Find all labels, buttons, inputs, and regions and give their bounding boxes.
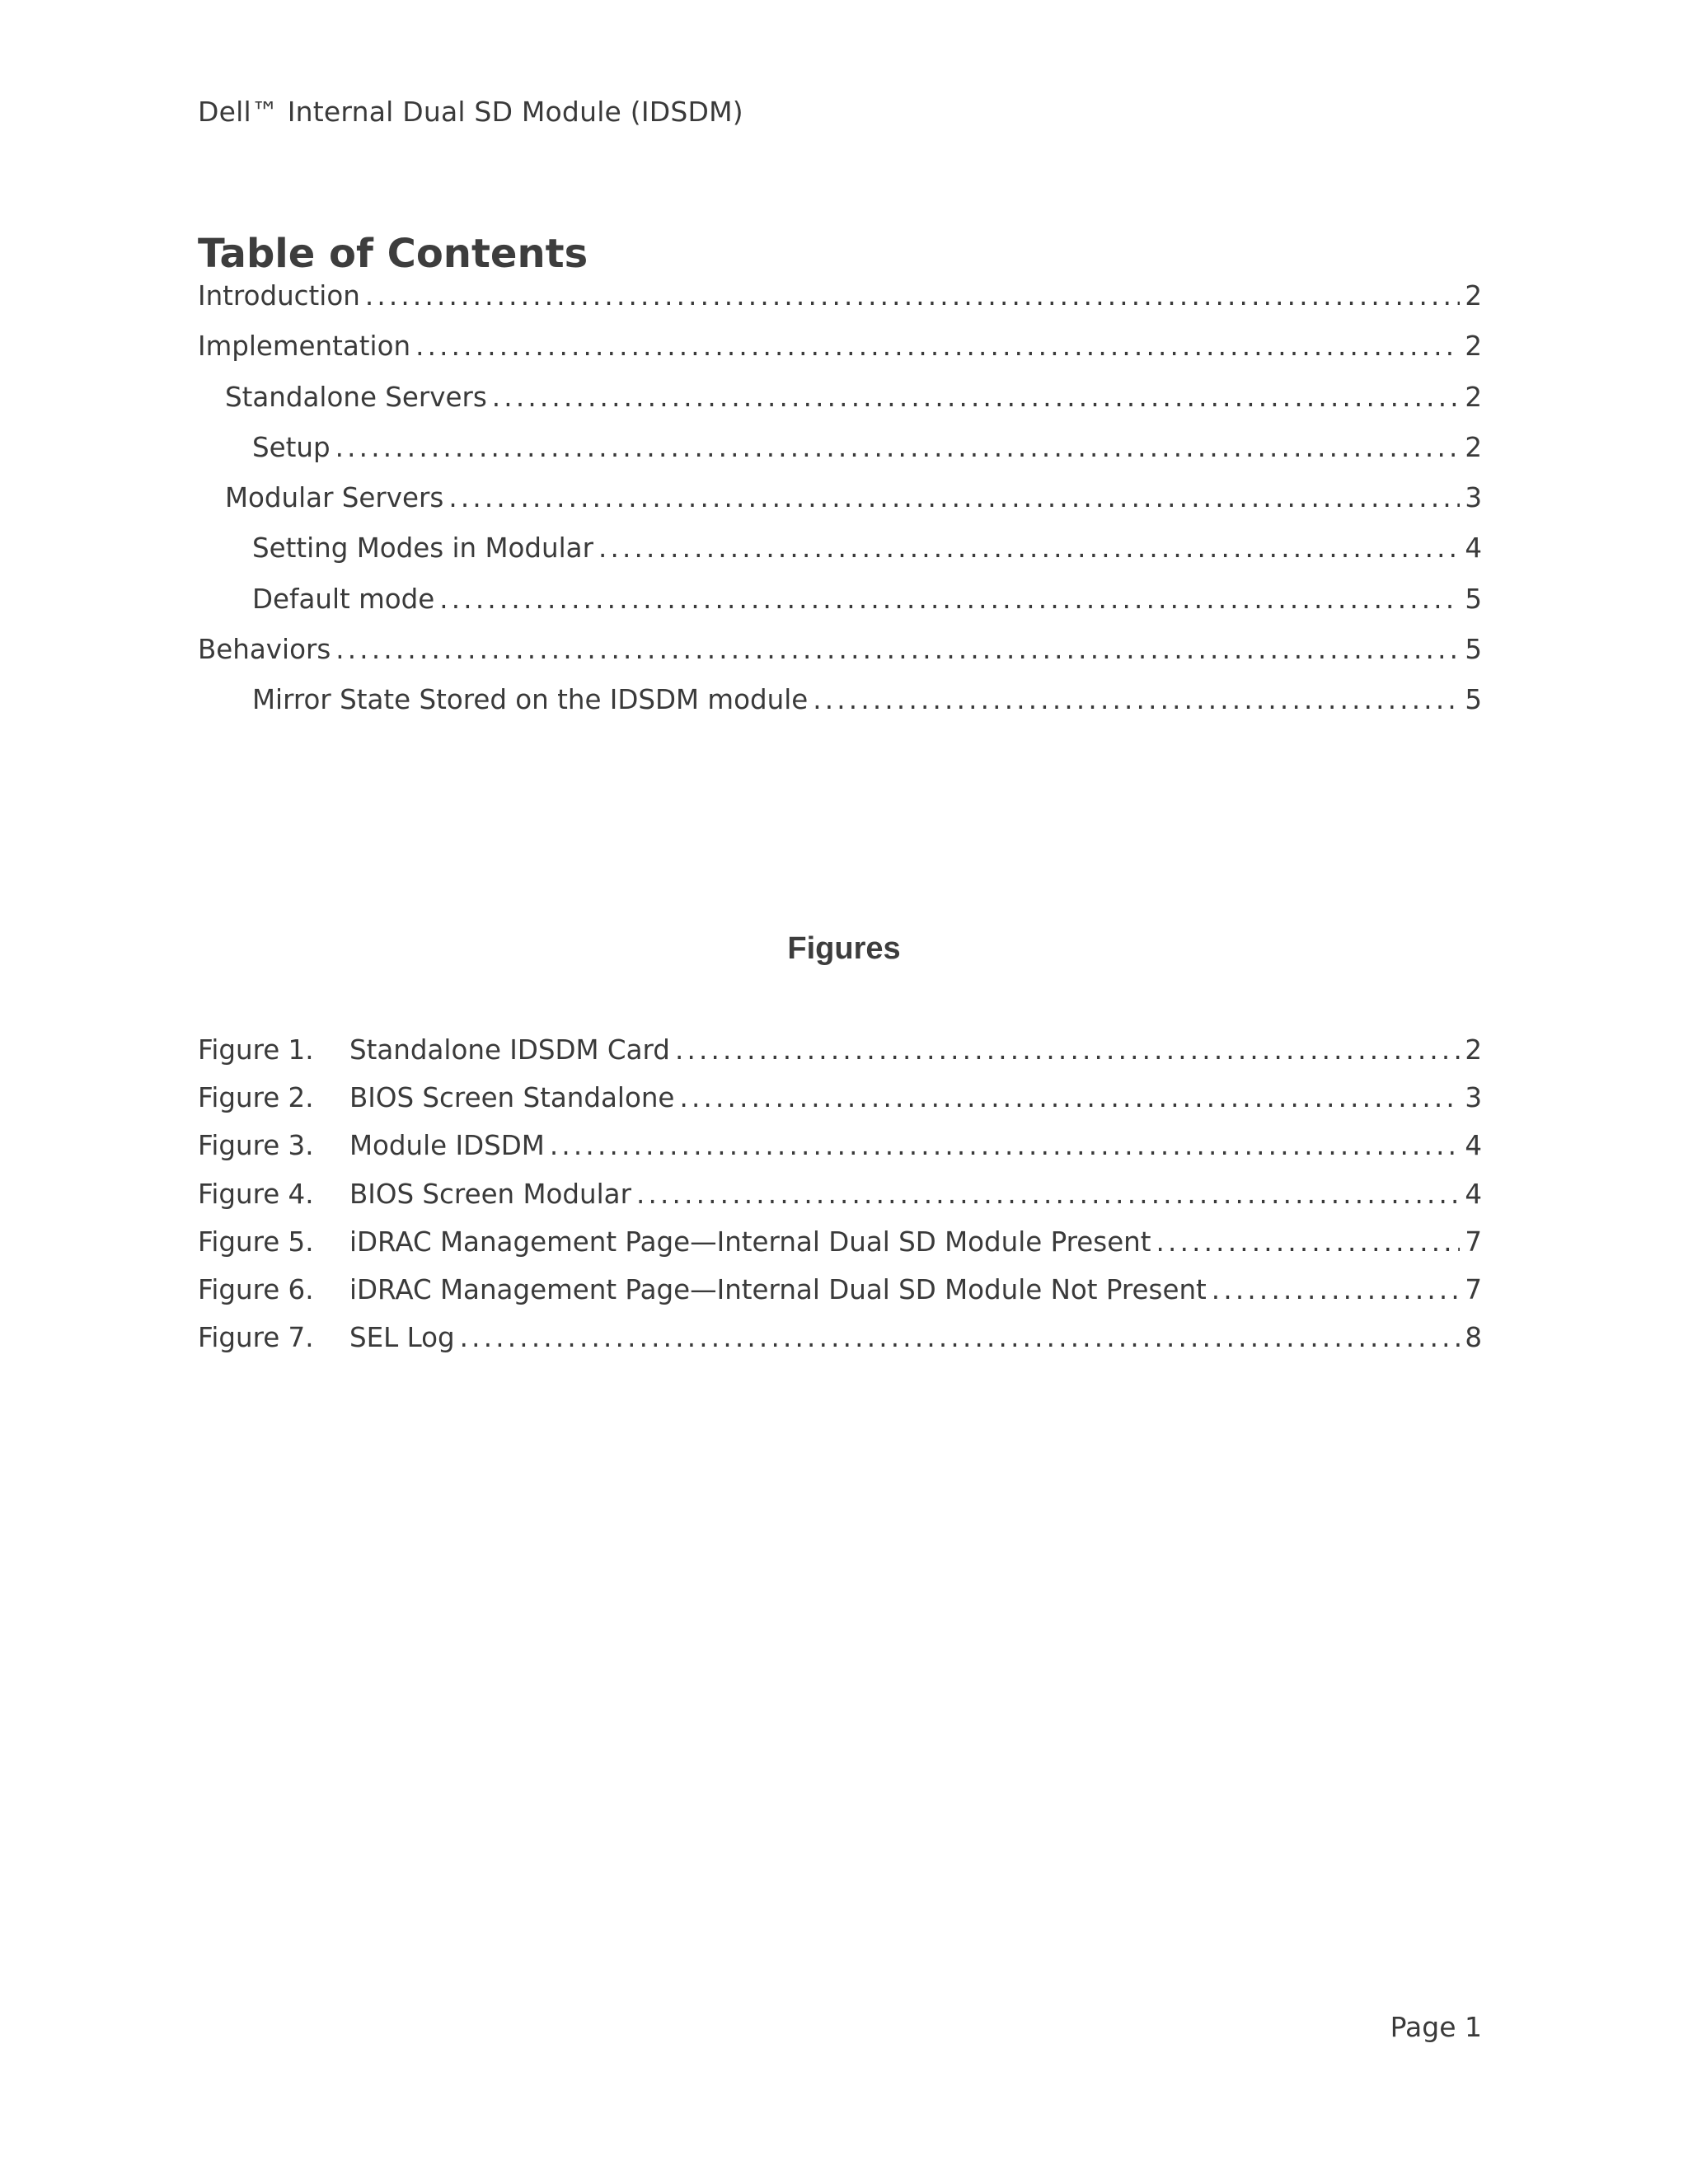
figure-number: Figure 6. (198, 1273, 314, 1305)
toc-entry-label: Introduction (198, 280, 360, 312)
figure-page: 4 (1465, 1178, 1482, 1210)
figure-page: 7 (1465, 1226, 1482, 1258)
toc-entry-page: 2 (1465, 330, 1482, 363)
toc-entry-page: 4 (1465, 532, 1482, 565)
figure-entry-2[interactable] (198, 1082, 1482, 1130)
figure-entry-5[interactable] (198, 1226, 1482, 1274)
figures-list (198, 1034, 1482, 1370)
dot-leader (1156, 1226, 1461, 1258)
dot-leader (415, 330, 1460, 362)
figures-title: Figures (787, 931, 901, 966)
dot-leader (439, 583, 1460, 615)
dot-leader (460, 1322, 1461, 1353)
document-header: Dell™ Internal Dual SD Module (IDSDM) (198, 96, 743, 128)
toc-entry-introduction[interactable] (198, 280, 1482, 330)
figure-label: iDRAC Management Page—Internal Dual SD Module Not Present (349, 1273, 1207, 1305)
toc-entry-page: 5 (1465, 684, 1482, 716)
toc-entry-label: Mirror State Stored on the IDSDM module (252, 684, 809, 716)
toc-entry-mirror-state[interactable] (198, 684, 1482, 734)
toc-entry-default-mode[interactable] (198, 583, 1482, 634)
figure-number: Figure 1. (198, 1034, 314, 1066)
dot-leader (675, 1034, 1460, 1066)
dot-leader (448, 482, 1460, 513)
figure-page: 2 (1465, 1034, 1482, 1066)
figure-number: Figure 3. (198, 1130, 314, 1162)
figure-label: BIOS Screen Standalone (349, 1082, 675, 1114)
figure-number: Figure 2. (198, 1082, 314, 1114)
figure-number: Figure 4. (198, 1178, 314, 1210)
dot-leader (550, 1130, 1460, 1161)
figure-page: 4 (1465, 1130, 1482, 1162)
dot-leader (636, 1179, 1460, 1210)
dot-leader (365, 280, 1461, 312)
toc-entry-setting-modes-in-modular[interactable] (198, 532, 1482, 583)
toc-entry-label: Setting Modes in Modular (252, 532, 593, 565)
toc-entry-label: Standalone Servers (225, 381, 487, 413)
figure-number: Figure 5. (198, 1226, 314, 1258)
toc-entry-label: Setup (252, 431, 331, 463)
toc-entry-label: Implementation (198, 330, 411, 363)
toc-entry-page: 2 (1465, 431, 1482, 463)
toc-list (198, 280, 1482, 735)
figure-label: Standalone IDSDM Card (349, 1034, 670, 1066)
figure-label: iDRAC Management Page—Internal Dual SD Module Present (349, 1226, 1151, 1258)
figure-page: 8 (1465, 1322, 1482, 1354)
toc-entry-standalone-servers[interactable] (198, 382, 1482, 432)
toc-entry-page: 5 (1465, 634, 1482, 666)
dot-leader (335, 634, 1460, 665)
toc-entry-page: 2 (1465, 381, 1482, 413)
toc-title: Table of Contents (198, 231, 588, 277)
figure-label: Module IDSDM (349, 1130, 545, 1162)
toc-entry-page: 5 (1465, 583, 1482, 615)
figure-entry-6[interactable] (198, 1274, 1482, 1322)
figure-page: 3 (1465, 1082, 1482, 1114)
figure-page: 7 (1465, 1273, 1482, 1305)
dot-leader (813, 684, 1460, 715)
toc-entry-setup[interactable] (198, 432, 1482, 482)
page-number-footer: Page 1 (1390, 2011, 1482, 2043)
toc-entry-label: Modular Servers (225, 482, 444, 514)
toc-entry-behaviors[interactable] (198, 634, 1482, 684)
toc-entry-page: 3 (1465, 482, 1482, 514)
toc-entry-implementation[interactable] (198, 330, 1482, 381)
figure-label: BIOS Screen Modular (349, 1178, 631, 1210)
figure-entry-1[interactable] (198, 1034, 1482, 1082)
figure-number: Figure 7. (198, 1322, 314, 1354)
dot-leader (598, 532, 1460, 564)
figure-entry-7[interactable] (198, 1322, 1482, 1370)
toc-entry-label: Behaviors (198, 634, 331, 666)
figure-entry-4[interactable] (198, 1179, 1482, 1226)
dot-leader (335, 432, 1461, 463)
dot-leader (1212, 1274, 1461, 1305)
figure-label: SEL Log (349, 1322, 455, 1354)
toc-entry-page: 2 (1465, 280, 1482, 312)
dot-leader (492, 382, 1461, 413)
toc-entry-label: Default mode (252, 583, 435, 615)
dot-leader (679, 1082, 1460, 1113)
figure-entry-3[interactable] (198, 1130, 1482, 1178)
toc-entry-modular-servers[interactable] (198, 482, 1482, 532)
